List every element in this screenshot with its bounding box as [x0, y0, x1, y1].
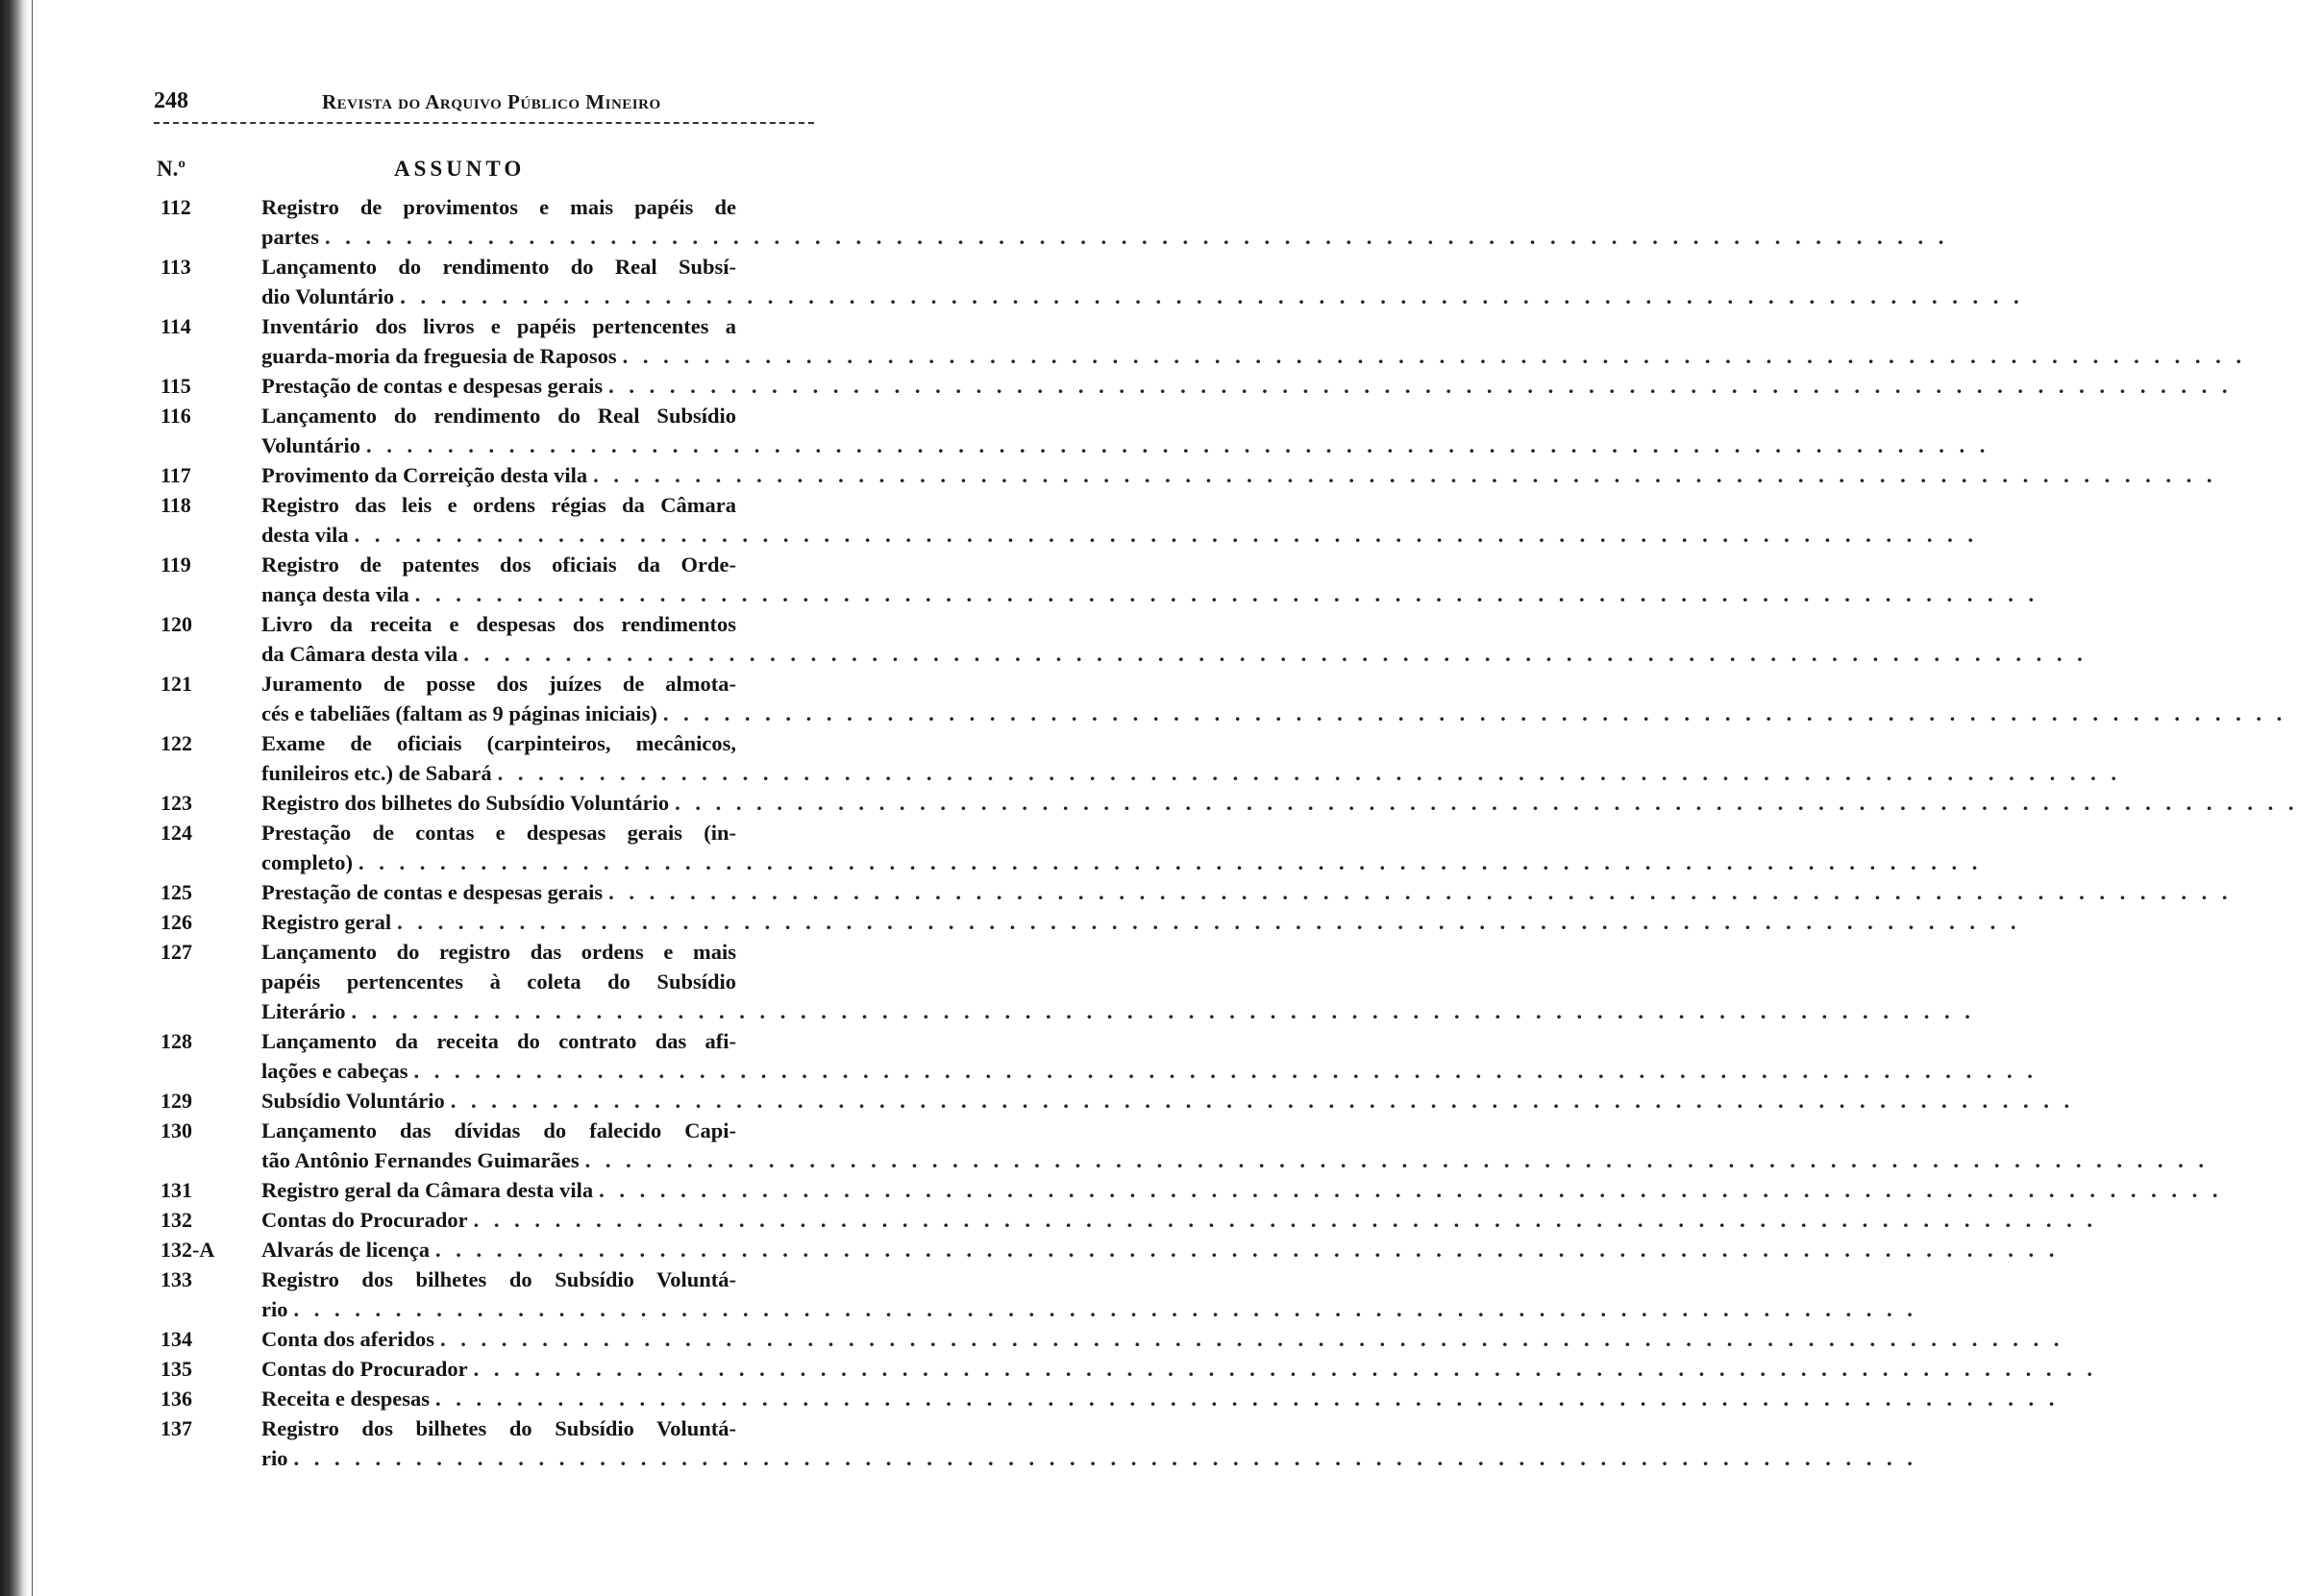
dot-leader: . . . . . . . . . . . . . . . . . . . . . . . . . . . . . . . . . . . . . . . . . . . . . . . . . . . . . . . . . . . . . . . . . . . . . . . . . . . . . . . . — [440, 1327, 2064, 1351]
list-item — [0, 1354, 2097, 1384]
list-item — [0, 550, 2039, 609]
list-item — [0, 401, 1990, 460]
list-item — [0, 1413, 1917, 1473]
entry-subject — [261, 1086, 2075, 1116]
list-item — [0, 669, 2287, 728]
entry-subject — [261, 401, 1990, 460]
entry-subject — [261, 1324, 2064, 1354]
dot-leader: . . . . . . . . . . . . . . . . . . . . . . . . . . . . . . . . . . . . . . . . . . . . . . . . . . . . . . . . . . . . . . . . . . . . . . . . . . . . . . . . — [599, 1178, 2223, 1202]
entry-subject-line: Registro geral da Câmara desta vila . . . . . . . . . . . . . . . . . . . . . . . . . . . . . . . . . . . . . . . . . . . . . . . . . . . . . . . . . . . . . . . . . . . . . . . . . . . . . . . . — [261, 1175, 736, 1205]
entry-number: 136 — [161, 1387, 192, 1411]
entry-subject — [261, 1235, 2060, 1265]
list-item — [0, 311, 2246, 371]
dot-leader: . . . . . . . . . . . . . . . . . . . . . . . . . . . . . . . . . . . . . . . . . . . . . . . . . . . . . . . . . . . . . . . . . . . . . . . . . . . . . . . . — [593, 463, 2217, 487]
entry-number: 126 — [161, 910, 192, 934]
dot-leader: . . . . . . . . . . . . . . . . . . . . . . . . . . . . . . . . . . . . . . . . . . . . . . . . . . . . . . . . . . . . . . . . . . . . . . . . . . . . . . . . — [434, 1387, 2060, 1411]
list-item — [0, 1116, 2210, 1175]
dot-leader: . . . . . . . . . . . . . . . . . . . . . . . . . . . . . . . . . . . . . . . . . . . . . . . . . . . . . . . . . . . . . . . . . . . . . . . . . . . . . . . . — [584, 1148, 2210, 1172]
entry-subject — [261, 818, 1983, 877]
list-item — [0, 1235, 2060, 1265]
list-item — [0, 1175, 2223, 1205]
dot-leader: . . . . . . . . . . . . . . . . . . . . . . . . . . . . . . . . . . . . . . . . . . . . . . . . . . . . . . . . . . . . . . . . . . . . . . . . . . . . . . . . — [325, 225, 1949, 249]
entry-subject — [261, 460, 2217, 490]
entry-number: 113 — [161, 255, 191, 279]
page-header — [154, 88, 814, 123]
list-item — [0, 192, 1949, 252]
entry-number: 132 — [161, 1208, 192, 1232]
entry-subject-line: nança desta vila . . . . . . . . . . . . . . . . . . . . . . . . . . . . . . . . . . . . . . . . . . . . . . . . . . . . . . . . . . . . . . . . . . . . . . . . . . . . . . . . — [261, 579, 736, 609]
entry-subject-line: Lançamento da receita do contrato das afi- — [261, 1029, 736, 1053]
dot-leader: . . . . . . . . . . . . . . . . . . . . . . . . . . . . . . . . . . . . . . . . . . . . . . . . . . . . . . . . . . . . . . . . . . . . . . . . . . . . . . . . — [293, 1446, 1917, 1470]
list-item — [0, 818, 1983, 877]
dot-leader: . . . . . . . . . . . . . . . . . . . . . . . . . . . . . . . . . . . . . . . . . . . . . . . . . . . . . . . . . . . . . . . . . . . . . . . . . . . . . . . . — [473, 1357, 2097, 1381]
dot-leader: . . . . . . . . . . . . . . . . . . . . . . . . . . . . . . . . . . . . . . . . . . . . . . . . . . . . . . . . . . . . . . . . . . . . . . . . . . . . . . . . — [662, 701, 2287, 725]
entry-list — [0, 192, 2298, 1473]
entry-subject — [261, 1384, 2060, 1413]
entry-subject — [261, 937, 1975, 1026]
dot-leader: . . . . . . . . . . . . . . . . . . . . . . . . . . . . . . . . . . . . . . . . . . . . . . . . . . . . . . . . . . . . . . . . . . . . . . . . . . . . . . . . — [497, 761, 2121, 785]
list-item — [0, 1384, 2060, 1413]
entry-number: 114 — [161, 314, 191, 338]
entry-subject-line: Prestação de contas e despesas gerais . . . . . . . . . . . . . . . . . . . . . . . . . . . . . . . . . . . . . . . . . . . . . . . . . . . . . . . . . . . . . . . . . . . . . . . . . . . . . . . . — [261, 371, 736, 401]
entry-subject-line: Registro dos bilhetes do Subsídio Voluntário . . . . . . . . . . . . . . . . . . . . . . . . . . . . . . . . . . . . . . . . . . . . . . . . . . . . . . . . . . . . . . . . . . . . . . . . . . . . . . . . — [261, 788, 736, 818]
entry-subject — [261, 1354, 2097, 1384]
entry-number: 124 — [161, 821, 192, 845]
entry-number: 135 — [161, 1357, 192, 1381]
dot-leader: . . . . . . . . . . . . . . . . . . . . . . . . . . . . . . . . . . . . . . . . . . . . . . . . . . . . . . . . . . . . . . . . . . . . . . . . . . . . . . . . — [400, 284, 2024, 308]
entry-subject-line: Registro das leis e ordens régias da Câmara — [261, 493, 736, 517]
list-item — [0, 1086, 2075, 1116]
entry-subject — [261, 788, 2298, 818]
dot-leader: . . . . . . . . . . . . . . . . . . . . . . . . . . . . . . . . . . . . . . . . . . . . . . . . . . . . . . . . . . . . . . . . . . . . . . . . . . . . . . . . — [397, 910, 2021, 934]
entry-subject — [261, 877, 2233, 907]
list-item — [0, 252, 2024, 311]
entry-subject-line: rio . . . . . . . . . . . . . . . . . . . . . . . . . . . . . . . . . . . . . . . . . . . . . . . . . . . . . . . . . . . . . . . . . . . . . . . . . . . . . . . . — [261, 1443, 736, 1473]
entry-subject — [261, 1116, 2210, 1175]
entry-subject-line: Contas do Procurador . . . . . . . . . . . . . . . . . . . . . . . . . . . . . . . . . . . . . . . . . . . . . . . . . . . . . . . . . . . . . . . . . . . . . . . . . . . . . . . . — [261, 1354, 736, 1384]
entry-subject — [261, 669, 2287, 728]
entry-number: 115 — [161, 374, 191, 398]
entry-subject-line: Lançamento das dívidas do falecido Capi- — [261, 1118, 736, 1142]
list-item — [0, 371, 2233, 401]
entry-subject — [261, 907, 2021, 937]
dot-leader: . . . . . . . . . . . . . . . . . . . . . . . . . . . . . . . . . . . . . . . . . . . . . . . . . . . . . . . . . . . . . . . . . . . . . . . . . . . . . . . . — [354, 523, 1979, 547]
entry-subject — [261, 1026, 2038, 1086]
entry-subject-line: Lançamento do registro das ordens e mais — [261, 940, 736, 964]
dot-leader: . . . . . . . . . . . . . . . . . . . . . . . . . . . . . . . . . . . . . . . . . . . . . . . . . . . . . . . . . . . . . . . . . . . . . . . . . . . . . . . . — [413, 1059, 2038, 1083]
entry-number: 128 — [161, 1029, 192, 1053]
page-number: 248 — [154, 88, 188, 113]
entry-subject — [261, 252, 2024, 311]
entry-subject-line: guarda-moria da freguesia de Raposos . . . . . . . . . . . . . . . . . . . . . . . . . . . . . . . . . . . . . . . . . . . . . . . . . . . . . . . . . . . . . . . . . . . . . . . . . . . . . . . . — [261, 341, 736, 371]
list-item — [0, 728, 2121, 788]
entry-subject-line: Voluntário . . . . . . . . . . . . . . . . . . . . . . . . . . . . . . . . . . . . . . . . . . . . . . . . . . . . . . . . . . . . . . . . . . . . . . . . . . . . . . . . — [261, 430, 736, 460]
entry-subject-line: tão Antônio Fernandes Guimarães . . . . . . . . . . . . . . . . . . . . . . . . . . . . . . . . . . . . . . . . . . . . . . . . . . . . . . . . . . . . . . . . . . . . . . . . . . . . . . . . — [261, 1145, 736, 1175]
entry-subject — [261, 609, 2088, 669]
entry-subject-line: desta vila . . . . . . . . . . . . . . . . . . . . . . . . . . . . . . . . . . . . . . . . . . . . . . . . . . . . . . . . . . . . . . . . . . . . . . . . . . . . . . . . — [261, 520, 736, 550]
dot-leader: . . . . . . . . . . . . . . . . . . . . . . . . . . . . . . . . . . . . . . . . . . . . . . . . . . . . . . . . . . . . . . . . . . . . . . . . . . . . . . . . — [414, 582, 2039, 606]
dot-leader: . . . . . . . . . . . . . . . . . . . . . . . . . . . . . . . . . . . . . . . . . . . . . . . . . . . . . . . . . . . . . . . . . . . . . . . . . . . . . . . . — [358, 850, 1983, 874]
dot-leader: . . . . . . . . . . . . . . . . . . . . . . . . . . . . . . . . . . . . . . . . . . . . . . . . . . . . . . . . . . . . . . . . . . . . . . . . . . . . . . . . — [293, 1297, 1917, 1321]
entry-number: 129 — [161, 1089, 192, 1113]
entry-number: 133 — [161, 1267, 192, 1291]
header-rule — [154, 122, 814, 124]
entry-subject — [261, 1413, 1917, 1473]
column-header-subject: ASSUNTO — [394, 157, 526, 181]
list-item — [0, 1324, 2064, 1354]
entry-subject-line: papéis pertencentes à coleta do Subsídio — [261, 970, 736, 994]
entry-subject-line: Registro dos bilhetes do Subsídio Voluntá- — [261, 1416, 736, 1440]
list-item — [0, 1026, 2038, 1086]
entry-subject-line: Alvarás de licença . . . . . . . . . . . . . . . . . . . . . . . . . . . . . . . . . . . . . . . . . . . . . . . . . . . . . . . . . . . . . . . . . . . . . . . . . . . . . . . . — [261, 1235, 736, 1265]
entry-number: 122 — [161, 731, 192, 755]
entry-subject-line: Livro da receita e despesas dos rendimentos — [261, 612, 736, 636]
list-item — [0, 907, 2021, 937]
entry-subject-line: Receita e despesas . . . . . . . . . . . . . . . . . . . . . . . . . . . . . . . . . . . . . . . . . . . . . . . . . . . . . . . . . . . . . . . . . . . . . . . . . . . . . . . . — [261, 1384, 736, 1413]
entry-subject-line: Exame de oficiais (carpinteiros, mecânicos, — [261, 731, 736, 755]
list-item — [0, 937, 1975, 1026]
dot-leader: . . . . . . . . . . . . . . . . . . . . . . . . . . . . . . . . . . . . . . . . . . . . . . . . . . . . . . . . . . . . . . . . . . . . . . . . . . . . . . . . — [434, 1238, 2060, 1262]
list-item — [0, 1205, 2097, 1235]
entry-number: 121 — [161, 672, 192, 696]
entry-number: 112 — [161, 195, 191, 219]
entry-subject-line: Registro dos bilhetes do Subsídio Voluntá- — [261, 1267, 736, 1291]
entry-subject-line: Lançamento do rendimento do Real Subsídio — [261, 404, 736, 428]
entry-subject — [261, 490, 1979, 550]
entry-number: 116 — [161, 404, 191, 428]
list-item — [0, 1265, 1917, 1324]
entry-subject-line: dio Voluntário . . . . . . . . . . . . . . . . . . . . . . . . . . . . . . . . . . . . . . . . . . . . . . . . . . . . . . . . . . . . . . . . . . . . . . . . . . . . . . . . — [261, 282, 736, 311]
entry-subject — [261, 1265, 1917, 1324]
entry-subject — [261, 1205, 2097, 1235]
entry-subject — [261, 1175, 2223, 1205]
entry-number: 123 — [161, 791, 192, 815]
entry-subject-line: Provimento da Correição desta vila . . . . . . . . . . . . . . . . . . . . . . . . . . . . . . . . . . . . . . . . . . . . . . . . . . . . . . . . . . . . . . . . . . . . . . . . . . . . . . . . — [261, 460, 736, 490]
entry-number: 132-A — [161, 1238, 215, 1262]
entry-subject-line: Prestação de contas e despesas gerais . . . . . . . . . . . . . . . . . . . . . . . . . . . . . . . . . . . . . . . . . . . . . . . . . . . . . . . . . . . . . . . . . . . . . . . . . . . . . . . . — [261, 877, 736, 907]
column-header-number: N.º — [157, 157, 185, 181]
entry-subject-line: Registro geral . . . . . . . . . . . . . . . . . . . . . . . . . . . . . . . . . . . . . . . . . . . . . . . . . . . . . . . . . . . . . . . . . . . . . . . . . . . . . . . . — [261, 907, 736, 937]
entry-subject — [261, 192, 1949, 252]
list-item — [0, 460, 2217, 490]
entry-subject-line: Literário . . . . . . . . . . . . . . . . . . . . . . . . . . . . . . . . . . . . . . . . . . . . . . . . . . . . . . . . . . . . . . . . . . . . . . . . . . . . . . . . — [261, 996, 736, 1026]
entry-subject-line: Juramento de posse dos juízes de almota- — [261, 672, 736, 696]
dot-leader: . . . . . . . . . . . . . . . . . . . . . . . . . . . . . . . . . . . . . . . . . . . . . . . . . . . . . . . . . . . . . . . . . . . . . . . . . . . . . . . . — [622, 344, 2246, 368]
dot-leader: . . . . . . . . . . . . . . . . . . . . . . . . . . . . . . . . . . . . . . . . . . . . . . . . . . . . . . . . . . . . . . . . . . . . . . . . . . . . . . . . — [608, 880, 2233, 904]
entry-subject-line: cés e tabeliães (faltam as 9 páginas iniciais) . . . . . . . . . . . . . . . . . . . . . . . . . . . . . . . . . . . . . . . . . . . . . . . . . . . . . . . . . . . . . . . . . . . . . . . . . . . . . . . . — [261, 699, 736, 728]
entry-number: 117 — [161, 463, 191, 487]
entry-subject-line: Inventário dos livros e papéis pertencentes a — [261, 314, 736, 338]
entry-number: 134 — [161, 1327, 192, 1351]
entry-subject-line: da Câmara desta vila . . . . . . . . . . . . . . . . . . . . . . . . . . . . . . . . . . . . . . . . . . . . . . . . . . . . . . . . . . . . . . . . . . . . . . . . . . . . . . . . — [261, 639, 736, 669]
entry-subject-line: Conta dos aferidos . . . . . . . . . . . . . . . . . . . . . . . . . . . . . . . . . . . . . . . . . . . . . . . . . . . . . . . . . . . . . . . . . . . . . . . . . . . . . . . . — [261, 1324, 736, 1354]
dot-leader: . . . . . . . . . . . . . . . . . . . . . . . . . . . . . . . . . . . . . . . . . . . . . . . . . . . . . . . . . . . . . . . . . . . . . . . . . . . . . . . . — [450, 1089, 2075, 1113]
entry-subject-line: Subsídio Voluntário . . . . . . . . . . . . . . . . . . . . . . . . . . . . . . . . . . . . . . . . . . . . . . . . . . . . . . . . . . . . . . . . . . . . . . . . . . . . . . . . — [261, 1086, 736, 1116]
entry-number: 131 — [161, 1178, 192, 1202]
entry-subject-line: Prestação de contas e despesas gerais (in- — [261, 821, 736, 845]
entry-subject-line: partes . . . . . . . . . . . . . . . . . . . . . . . . . . . . . . . . . . . . . . . . . . . . . . . . . . . . . . . . . . . . . . . . . . . . . . . . . . . . . . . . — [261, 222, 736, 252]
dot-leader: . . . . . . . . . . . . . . . . . . . . . . . . . . . . . . . . . . . . . . . . . . . . . . . . . . . . . . . . . . . . . . . . . . . . . . . . . . . . . . . . — [608, 374, 2233, 398]
list-item — [0, 490, 1979, 550]
running-title: Revista do Arquivo Público Mineiro — [322, 90, 661, 113]
entry-number: 127 — [161, 940, 192, 964]
entry-number: 125 — [161, 880, 192, 904]
entry-subject — [261, 311, 2246, 371]
entry-number: 120 — [161, 612, 192, 636]
entry-subject — [261, 550, 2039, 609]
dot-leader: . . . . . . . . . . . . . . . . . . . . . . . . . . . . . . . . . . . . . . . . . . . . . . . . . . . . . . . . . . . . . . . . . . . . . . . . . . . . . . . . — [351, 999, 1975, 1023]
entry-subject-line: Registro de provimentos e mais papéis de — [261, 195, 736, 219]
entry-subject-line: lações e cabeças . . . . . . . . . . . . . . . . . . . . . . . . . . . . . . . . . . . . . . . . . . . . . . . . . . . . . . . . . . . . . . . . . . . . . . . . . . . . . . . . — [261, 1056, 736, 1086]
entry-number: 119 — [161, 552, 191, 577]
dot-leader: . . . . . . . . . . . . . . . . . . . . . . . . . . . . . . . . . . . . . . . . . . . . . . . . . . . . . . . . . . . . . . . . . . . . . . . . . . . . . . . . — [473, 1208, 2097, 1232]
entry-number: 130 — [161, 1118, 192, 1142]
entry-subject-line: Registro de patentes dos oficiais da Orde- — [261, 552, 736, 577]
entry-subject — [261, 728, 2121, 788]
dot-leader: . . . . . . . . . . . . . . . . . . . . . . . . . . . . . . . . . . . . . . . . . . . . . . . . . . . . . . . . . . . . . . . . . . . . . . . . . . . . . . . . — [675, 791, 2298, 815]
entry-number: 118 — [161, 493, 191, 517]
list-item — [0, 877, 2233, 907]
entry-number: 137 — [161, 1416, 192, 1440]
list-item — [0, 609, 2088, 669]
entry-subject-line: Lançamento do rendimento do Real Subsí- — [261, 255, 736, 279]
entry-subject-line: rio . . . . . . . . . . . . . . . . . . . . . . . . . . . . . . . . . . . . . . . . . . . . . . . . . . . . . . . . . . . . . . . . . . . . . . . . . . . . . . . . — [261, 1294, 736, 1324]
entry-subject — [261, 371, 2233, 401]
entry-subject-line: funileiros etc.) de Sabará . . . . . . . . . . . . . . . . . . . . . . . . . . . . . . . . . . . . . . . . . . . . . . . . . . . . . . . . . . . . . . . . . . . . . . . . . . . . . . . . — [261, 758, 736, 788]
dot-leader: . . . . . . . . . . . . . . . . . . . . . . . . . . . . . . . . . . . . . . . . . . . . . . . . . . . . . . . . . . . . . . . . . . . . . . . . . . . . . . . . — [365, 433, 1990, 457]
dot-leader: . . . . . . . . . . . . . . . . . . . . . . . . . . . . . . . . . . . . . . . . . . . . . . . . . . . . . . . . . . . . . . . . . . . . . . . . . . . . . . . . — [463, 642, 2088, 666]
entry-subject-line: completo) . . . . . . . . . . . . . . . . . . . . . . . . . . . . . . . . . . . . . . . . . . . . . . . . . . . . . . . . . . . . . . . . . . . . . . . . . . . . . . . . — [261, 847, 736, 877]
entry-subject-line: Contas do Procurador . . . . . . . . . . . . . . . . . . . . . . . . . . . . . . . . . . . . . . . . . . . . . . . . . . . . . . . . . . . . . . . . . . . . . . . . . . . . . . . . — [261, 1205, 736, 1235]
list-item — [0, 788, 2298, 818]
